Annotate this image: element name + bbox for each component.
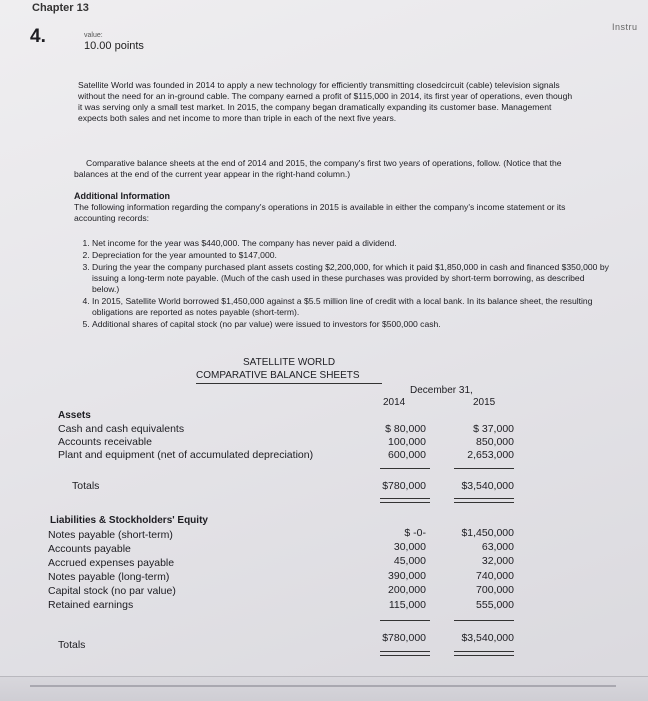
assets-total-label: Totals <box>72 480 100 492</box>
liability-2015: 700,000 <box>476 584 514 596</box>
total-double-rule <box>380 655 430 656</box>
liabilities-heading: Liabilities & Stockholders' Equity <box>50 515 208 526</box>
liab-total-2014: $780,000 <box>382 632 426 644</box>
total-double-rule <box>454 655 514 656</box>
assets-total-2014: $780,000 <box>382 480 426 492</box>
liability-2014: 390,000 <box>388 570 426 582</box>
list-item: 5. Additional shares of capital stock (no par value) were issued to investors for $500,000 cash. <box>92 319 612 330</box>
total-double-rule <box>454 651 514 652</box>
total-double-rule <box>454 502 514 503</box>
liability-2014: 30,000 <box>393 541 426 553</box>
liability-2014: 200,000 <box>388 584 426 596</box>
asset-2014: $ 80,000 <box>385 423 426 435</box>
subtotal-rule <box>454 620 514 621</box>
liab-total-2015: $3,540,000 <box>461 632 514 644</box>
value-label: value: <box>84 32 103 39</box>
asset-2015: 850,000 <box>476 436 514 448</box>
liability-2015: 740,000 <box>476 570 514 582</box>
asset-2014: 100,000 <box>388 436 426 448</box>
liability-2015: 63,000 <box>481 541 514 553</box>
subtotal-rule <box>380 620 430 621</box>
question-number: 4. <box>30 26 46 47</box>
assets-heading: Assets <box>58 410 91 421</box>
points-value: 10.00 points <box>84 40 144 52</box>
asset-label: Cash and cash equivalents <box>58 423 185 435</box>
comparative-note: Comparative balance sheets at the end of 2014 and 2015, the company's first two years of operations, follow. (Notice that the balances at the end of the current year appear in the right-hand column.) <box>74 158 562 179</box>
liability-2014: 115,000 <box>388 599 426 611</box>
additional-info-text: The following information regarding the company's operations in 2015 is available in either the company's income statement or its accounting records: <box>74 202 566 223</box>
year-2014-header: 2014 <box>383 397 406 408</box>
liability-2015: $1,450,000 <box>461 527 514 539</box>
liability-label: Retained earnings <box>48 599 134 611</box>
liability-label: Accrued expenses payable <box>48 557 175 569</box>
liability-2015: 32,000 <box>481 555 514 567</box>
asset-2015: 2,653,000 <box>467 449 514 461</box>
asset-label: Plant and equipment (net of accumulated depreciation) <box>58 449 314 461</box>
additional-info-list <box>74 238 612 331</box>
company-name: SATELLITE WORLD <box>243 357 336 368</box>
assets-total-2015: $3,540,000 <box>461 480 514 492</box>
bottom-divider <box>30 685 616 687</box>
asset-label: Accounts receivable <box>58 436 152 448</box>
liability-label: Notes payable (long-term) <box>48 571 170 583</box>
list-item: 3. During the year the company purchased plant assets costing $2,200,000, for which it paid $1,850,000 in cash and financed $350,000 by issuing a long-term note payable. (Much of the cash used in these purchases was provided by short-term borrowing, as described below.) <box>92 262 612 295</box>
total-double-rule <box>454 498 514 499</box>
liability-2014: $ -0- <box>404 527 426 539</box>
year-2015-header: 2015 <box>473 397 496 408</box>
liability-label: Capital stock (no par value) <box>48 585 176 597</box>
intro-paragraph: Satellite World was founded in 2014 to apply a new technology for efficiently transmitting closedcircuit (cable) television signals without the need for an in-ground cable. The company earned a profit of $115,000 in 2014, its first year of operations, even though it was serving only a small test market. In 2015, the company began dramatically expanding its customer base. Management expects both sales and net income to more than triple in each of the next five years. <box>78 80 573 123</box>
liability-2014: 45,000 <box>393 555 426 567</box>
liability-label: Accounts payable <box>48 543 131 555</box>
subtotal-rule <box>454 468 514 469</box>
total-double-rule <box>380 502 430 503</box>
list-item: 1. Net income for the year was $440,000. The company has never paid a dividend. <box>92 238 612 249</box>
total-double-rule <box>380 651 430 652</box>
liability-label: Notes payable (short-term) <box>48 529 173 541</box>
list-item: 2. Depreciation for the year amounted to $147,000. <box>92 250 612 261</box>
statement-title: COMPARATIVE BALANCE SHEETS <box>196 370 360 381</box>
list-item: 4. In 2015, Satellite World borrowed $1,450,000 against a $5.5 million line of credit with a local bank. In its balance sheet, the resulting obligations are reported as notes payable (short-term). <box>92 296 612 318</box>
asset-2015: $ 37,000 <box>473 423 514 435</box>
total-double-rule <box>380 498 430 499</box>
liab-total-label: Totals <box>58 639 86 651</box>
liability-2015: 555,000 <box>476 599 514 611</box>
date-header: December 31, <box>410 385 473 396</box>
additional-info-heading: Additional Information <box>74 191 170 201</box>
asset-2014: 600,000 <box>388 449 426 461</box>
chapter-title: Chapter 13 <box>32 2 89 14</box>
title-underline <box>196 383 382 384</box>
instructions-link[interactable]: Instru <box>612 22 638 32</box>
bottom-toolbar <box>0 676 648 701</box>
subtotal-rule <box>380 468 430 469</box>
